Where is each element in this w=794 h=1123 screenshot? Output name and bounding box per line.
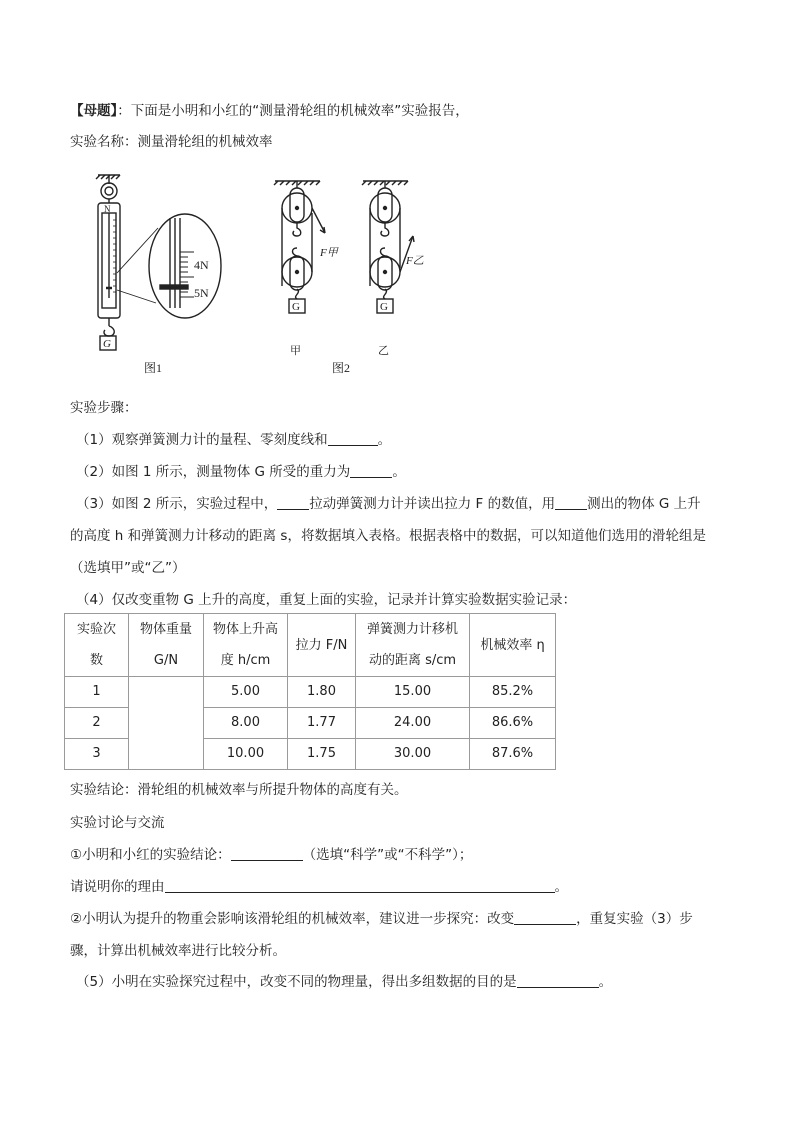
table-cell: 3 <box>65 739 129 770</box>
table-cell: 1.77 <box>288 708 356 739</box>
table-cell: 10.00 <box>204 739 288 770</box>
table-cell: 85.2% <box>470 677 556 708</box>
reason-blank <box>165 878 555 893</box>
question-tag: 【母题】 <box>70 103 118 119</box>
table-cell: 15.00 <box>356 677 470 708</box>
table-cell: 87.6% <box>470 739 556 770</box>
label-jia: 甲 <box>290 345 301 357</box>
table-cell: 30.00 <box>356 739 470 770</box>
spring-top-label: N <box>104 204 111 214</box>
scale-label-5n: 5N <box>194 286 209 300</box>
fig1-caption: 图1 <box>144 361 163 375</box>
step-2: （2）如图 1 所示，测量物体 G 所受的重力为 。 <box>76 464 406 480</box>
header-cell: 弹簧测力计移机 动的距离 s/cm <box>356 614 470 677</box>
question-2-line-2: 骤，计算出机械效率进行比较分析。 <box>70 943 286 959</box>
table-cell: 24.00 <box>356 708 470 739</box>
table-row <box>65 677 556 708</box>
table-cell: 86.6% <box>470 708 556 739</box>
step-1-blank <box>328 431 378 446</box>
step-3-line-2: 的高度 h 和弹簧测力计移动的距离 s，将数据填入表格。根据表格中的数据，可以知道他们选用的滑轮组是 <box>70 528 706 544</box>
step-3-blank-a <box>277 495 309 510</box>
header-cell: 机械效率 η <box>470 614 556 677</box>
steps-title: 实验步骤： <box>70 400 138 416</box>
header-cell: 物体重量 G/N <box>129 614 204 677</box>
intro-line <box>70 101 469 121</box>
question-2-blank <box>514 910 576 925</box>
fig2-yi-weight-label: G <box>380 301 388 313</box>
table-cell: 8.00 <box>204 708 288 739</box>
table-cell: 1.75 <box>288 739 356 770</box>
force-jia-label: F甲 <box>320 247 338 259</box>
label-yi: 乙 <box>378 345 389 357</box>
step-5: （5）小明在实验探究过程中，改变不同的物理量，得出多组数据的目的是 。 <box>76 974 613 990</box>
question-1-blank <box>231 846 303 861</box>
header-cell: 物体上升高 度 h/cm <box>204 614 288 677</box>
force-yi-label: F乙 <box>406 255 424 267</box>
table-cell: 1 <box>65 677 129 708</box>
results-table <box>64 613 556 770</box>
intro-text: ：下面是小明和小红的“测量滑轮组的机械效率”实验报告， <box>117 103 469 119</box>
question-2: ②小明认为提升的物重会影响该滑轮组的机械效率，建议进一步探究：改变 ，重复实验（3）步 <box>70 911 693 927</box>
step-1: （1）观察弹簧测力计的量程、零刻度线和 。 <box>76 432 392 448</box>
table-cell: 2 <box>65 708 129 739</box>
table-cell: 5.00 <box>204 677 288 708</box>
scale-label-4n: 4N <box>194 258 209 272</box>
experiment-name: 实验名称：测量滑轮组的机械效率 <box>70 134 273 150</box>
fig2-jia-weight-label: G <box>292 301 300 313</box>
step-3: （3）如图 2 所示，实验过程中， 拉动弹簧测力计并读出拉力 F 的数值，用 测出的物体 G 上升 <box>76 496 701 512</box>
question-1: ①小明和小红的实验结论： （选填“科学”或“不科学”）； <box>70 847 473 863</box>
fig1-weight-label: G <box>103 338 111 350</box>
conclusion: 实验结论：滑轮组的机械效率与所提升物体的高度有关。 <box>70 782 408 798</box>
question-1-reason: 请说明你的理由 。 <box>70 879 568 895</box>
discussion-title: 实验讨论与交流 <box>70 815 165 831</box>
fig2-caption: 图2 <box>332 361 351 375</box>
step-2-blank <box>350 463 392 478</box>
pulley-yi-figure <box>362 181 414 313</box>
header-cell: 拉力 F/N <box>288 614 356 677</box>
step-5-blank <box>517 973 599 988</box>
step-4: （4）仅改变重物 G 上升的高度，重复上面的实验，记录并计算实验数据实验记录： <box>76 592 577 608</box>
step-3-blank-b <box>555 495 587 510</box>
table-header-row <box>65 614 556 677</box>
header-cell: 实验次 数 <box>65 614 129 677</box>
step-3-line-3: （选填甲”或“乙”） <box>70 560 186 576</box>
pulley-jia-figure <box>274 181 325 313</box>
weight-cell-merged <box>129 677 204 770</box>
experiment-figures <box>80 168 424 378</box>
table-cell: 1.80 <box>288 677 356 708</box>
